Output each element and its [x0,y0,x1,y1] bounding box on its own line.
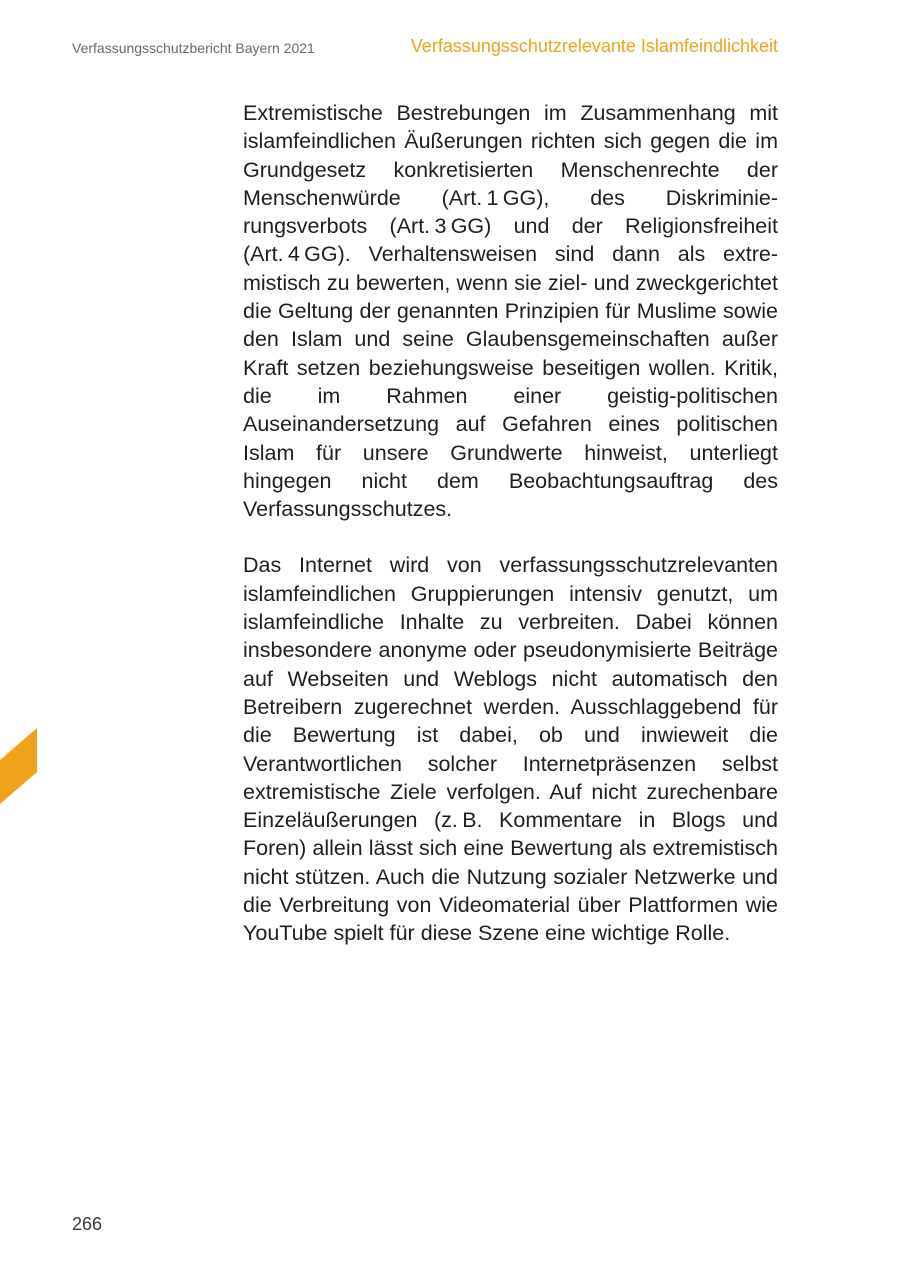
main-body-text [243,99,778,976]
chapter-title: Verfassungsschutzrelevante Islamfeindlichkeit [410,36,778,56]
chapter-tab-shape [0,728,37,804]
chapter-tab-marker [0,728,37,804]
paragraph-extremist-efforts: Extremistische Bestrebungen im Zusammenhang mit islamfeindlichen Äußerungen richten sich gegen die im Grundgesetz konkretisierten Menschenrechte der Menschenwürde (Art. 1 GG), des Diskriminierungsverbots (Art. 3 GG) und der Religionsfreiheit (Art. 4 GG). Verhaltensweisen sind dann als extremistisch zu bewerten, wenn sie ziel- und zweckgerichtet die Geltung der genannten Prinzipien für Muslime sowie den Islam und seine Glaubensgemeinschaften außer Kraft setzen beziehungsweise beseitigen wollen. Kritik, die im Rahmen einer geistig-politischen Auseinandersetzung auf Gefahren eines politischen Islam für unsere Grundwerte hinweist, unterliegt hingegen nicht dem Beobachtungsauftrag des Verfassungsschutzes. [243,101,778,522]
paragraph-internet-usage: Das Internet wird von verfassungsschutzrelevanten islamfeindlichen Gruppierungen intensiv genutzt, um islamfeindliche Inhalte zu verbreiten. Dabei können insbesondere anonyme oder pseudonymisierte Beiträge auf Webseiten und Weblogs nicht automatisch den Betreibern zugerechnet werden. Ausschlaggebend für die Bewertung ist dabei, ob und inwieweit die Verantwortlichen solcher Internetpräsenzen selbst extremistische Ziele verfolgen. Auf nicht zurechenbare Einzeläußerungen (z. B. Kommentare in Blogs und Foren) allein lässt sich eine Bewertung als extremistisch nicht stützen. Auch die Nutzung sozialer Netzwerke und die Verbreitung von Videomaterial über Plattformen wie YouTube spielt für diese Szene eine wichtige Rolle. [243,553,778,946]
running-header [72,36,778,60]
page-number: 266 [72,1214,103,1234]
publication-title: Verfassungsschutzbericht Bayern 2021 [72,40,315,56]
